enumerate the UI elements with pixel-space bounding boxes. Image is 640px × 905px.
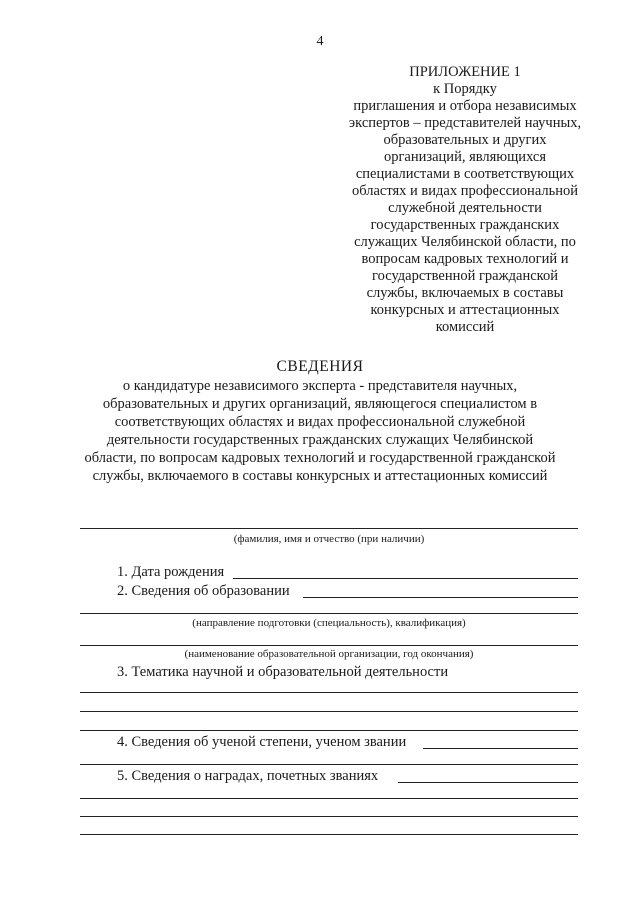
page-number: 4 <box>316 34 324 49</box>
subtitle-line: деятельности государственных гражданских служащих Челябинской <box>106 432 534 448</box>
appendix-line: образовательных и других <box>383 132 547 148</box>
awards-fill-line[interactable] <box>80 834 578 835</box>
specialty-caption: (направление подготовки (специальность), квалификация) <box>192 617 466 629</box>
form-subtitle <box>70 377 570 485</box>
awards-fill-line[interactable] <box>80 798 578 799</box>
degree-fill-line[interactable] <box>423 748 578 749</box>
awards-fill-line[interactable] <box>398 782 578 783</box>
appendix-line: государственной гражданской <box>372 268 558 284</box>
awards-fill-line[interactable] <box>80 816 578 817</box>
appendix-line: конкурсных и аттестационных <box>370 302 560 318</box>
appendix-line: государственных гражданских <box>370 217 560 233</box>
appendix-heading: ПРИЛОЖЕНИЕ 1 <box>409 64 521 80</box>
degree-fill-line[interactable] <box>80 764 578 765</box>
birth-date-label: 1. Дата рождения <box>117 564 225 580</box>
institution-caption: (наименование образовательной организации, год окончания) <box>184 648 474 660</box>
subtitle-line: образовательных и других организаций, являющегося специалистом в <box>102 396 538 412</box>
appendix-line: организаций, являющихся <box>383 149 547 165</box>
name-fill-line[interactable] <box>80 528 578 529</box>
appendix-line: комиссий <box>435 319 495 335</box>
name-caption: (фамилия, имя и отчество (при наличии) <box>233 533 425 545</box>
topics-fill-line[interactable] <box>80 730 578 731</box>
degree-label: 4. Сведения об ученой степени, ученом звании <box>117 734 407 750</box>
appendix-line: экспертов – представителей научных, <box>348 115 582 131</box>
appendix-line: специалистами в соответствующих <box>355 166 575 182</box>
appendix-line: приглашения и отбора независимых <box>353 98 577 114</box>
appendix-line: областях и видах профессиональной <box>351 183 579 199</box>
subtitle-line: области, по вопросам кадровых технологий и государственной гражданской <box>84 450 556 466</box>
appendix-line: к Порядку <box>433 81 497 97</box>
subtitle-line: соответствующих областях и видах профессиональной служебной <box>114 414 526 430</box>
appendix-header <box>330 64 600 336</box>
education-institution-fill-line[interactable] <box>80 645 578 646</box>
birth-date-fill-line[interactable] <box>233 578 578 579</box>
appendix-line: вопросам кадровых технологий и <box>361 251 569 267</box>
form-title: СВЕДЕНИЯ <box>276 358 364 375</box>
awards-label: 5. Сведения о наградах, почетных званиях <box>117 768 379 784</box>
appendix-line: службы, включаемых в составы <box>366 285 564 301</box>
subtitle-line: о кандидатуре независимого эксперта - представителя научных, <box>122 378 518 394</box>
appendix-line: служащих Челябинской области, по <box>354 234 576 250</box>
subtitle-line: службы, включаемого в составы конкурсных и аттестационных комиссий <box>92 468 548 484</box>
topics-fill-line[interactable] <box>80 711 578 712</box>
topics-fill-line[interactable] <box>80 692 578 693</box>
topics-label: 3. Тематика научной и образовательной деятельности <box>117 664 449 680</box>
education-specialty-fill-line[interactable] <box>80 613 578 614</box>
education-fill-line[interactable] <box>303 597 578 598</box>
education-label: 2. Сведения об образовании <box>117 583 290 599</box>
appendix-line: служебной деятельности <box>388 200 542 216</box>
